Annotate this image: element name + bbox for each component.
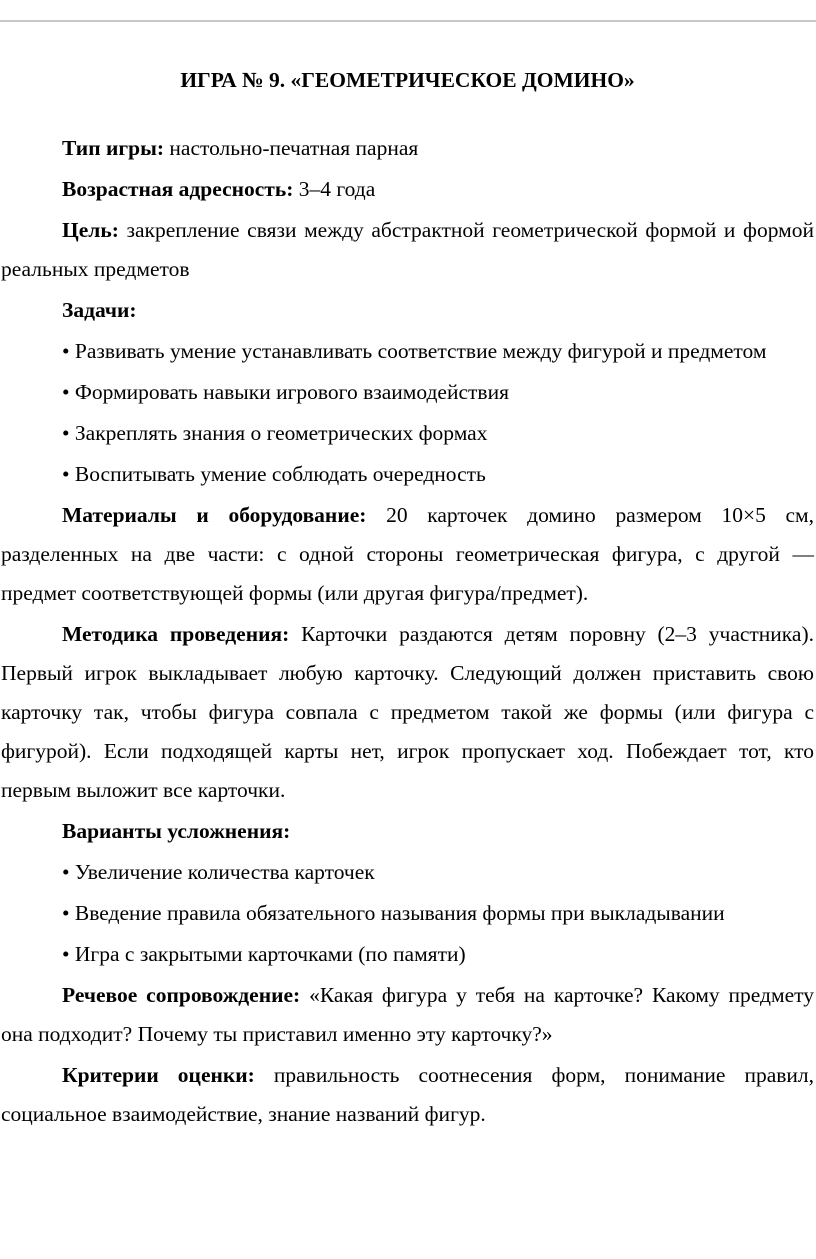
materials-value: 20 карточек домино размером 10×5 см, разделенных на две части: с одной стороны геометрическая фигура, с другой — предмет соответствующей формы (или другая фигура/предмет). xyxy=(1,503,815,605)
tasks-label: Задачи: xyxy=(62,298,137,322)
task-item: • Развивать умение устанавливать соответствие между фигурой и предметом xyxy=(62,339,767,363)
variant-item: • Игра с закрытыми карточками (по памяти) xyxy=(62,942,466,966)
goal-label: Цель: xyxy=(62,218,119,242)
game-type-label: Тип игры: xyxy=(62,136,165,160)
task-item: • Закреплять знания о геометрических формах xyxy=(62,421,488,445)
variant-item: • Увеличение количества карточек xyxy=(62,860,375,884)
age-line xyxy=(1,170,814,209)
variants-label: Варианты усложнения: xyxy=(62,819,291,843)
task-item: • Формировать навыки игрового взаимодействия xyxy=(62,380,509,404)
speech-value: «Какая фигура у тебя на карточке? Какому предмету она подходит? Почему ты приставил именно эту карточку?» xyxy=(1,983,814,1046)
goal-paragraph xyxy=(1,211,814,289)
criteria-value: правильность соотнесения форм, понимание правил, социальное взаимодействие, знание названий фигур. xyxy=(1,1063,815,1126)
method-paragraph xyxy=(1,615,814,810)
age-value: 3–4 года xyxy=(298,177,376,201)
variants-heading xyxy=(1,812,814,851)
speech-paragraph xyxy=(1,976,814,1054)
task-item: • Воспитывать умение соблюдать очередность xyxy=(62,462,486,486)
goal-value: закрепление связи между абстрактной геометрической формой и формой реальных предметов xyxy=(1,218,815,281)
criteria-label: Критерии оценки: xyxy=(62,1063,255,1087)
document-page xyxy=(0,62,816,1134)
page-title: ИГРА № 9. «ГЕОМЕТРИЧЕСКОЕ ДОМИНО» xyxy=(180,68,635,92)
criteria-paragraph xyxy=(1,1056,814,1134)
speech-label: Речевое сопровождение: xyxy=(62,983,301,1007)
materials-label: Материалы и оборудование: xyxy=(62,503,367,527)
method-value: Карточки раздаются детям поровну (2–3 участника). Первый игрок выкладывает любую карточку. Следующий должен приставить свою карточку так, чтобы фигура совпала с предметом такой же формы (или фигура с фигурой). Если подходящей карты нет, игрок пропускает ход. Побеждает тот, кто первым выложит все карточки. xyxy=(1,622,815,802)
variant-item: • Введение правила обязательного называния формы при выкладывании xyxy=(62,901,725,925)
tasks-heading xyxy=(1,291,814,330)
game-type-line xyxy=(1,129,814,168)
top-divider xyxy=(0,20,816,22)
materials-paragraph xyxy=(1,496,814,613)
age-label: Возрастная адресность: xyxy=(62,177,294,201)
method-label: Методика проведения: xyxy=(62,622,290,646)
game-type-value: настольно-печатная парная xyxy=(169,136,419,160)
